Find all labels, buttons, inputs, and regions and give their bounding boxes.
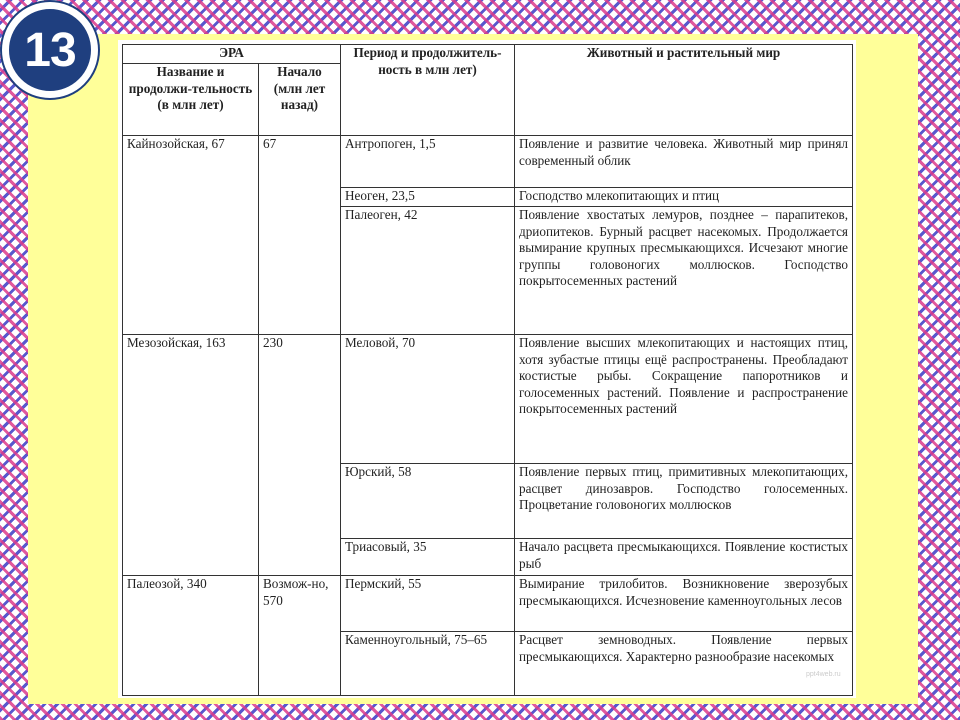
- header-row-top: [123, 45, 853, 64]
- header-life: Животный и растительный мир: [515, 45, 853, 136]
- period-cell: Пермский, 55: [341, 576, 515, 632]
- era-name-cell: Палеозой, 340: [123, 576, 259, 696]
- period-cell: Антропоген, 1,5: [341, 136, 515, 188]
- slide-number-badge: [2, 2, 98, 98]
- life-cell: Появление и развитие человека. Животный мир принял современный облик: [515, 136, 853, 188]
- header-era: ЭРА: [123, 45, 341, 64]
- watermark-text: ppt4web.ru: [806, 671, 841, 678]
- table-row: [123, 335, 853, 464]
- period-cell: Триасовый, 35: [341, 539, 515, 576]
- table-row: [123, 136, 853, 188]
- life-cell: Начало расцвета пресмыкающихся. Появление костистых рыб: [515, 539, 853, 576]
- header-name: Название и продолжи-тельность (в млн лет): [123, 64, 259, 136]
- era-name-cell: Мезозойская, 163: [123, 335, 259, 576]
- period-cell: Каменноугольный, 75–65: [341, 632, 515, 696]
- era-start-cell: 230: [259, 335, 341, 576]
- era-start-cell: 67: [259, 136, 341, 335]
- period-cell: Неоген, 23,5: [341, 188, 515, 207]
- geological-eras-table: [122, 44, 853, 696]
- header-period: Период и продолжитель-ность в млн лет): [341, 45, 515, 136]
- header-start: Начало (млн лет назад): [259, 64, 341, 136]
- slide-number: 13: [24, 23, 76, 77]
- period-cell: Юрский, 58: [341, 464, 515, 539]
- life-cell: Появление высших млекопитающих и настоящих птиц, хотя зубастые птицы ещё распространены. Преобладают костистые рыбы. Сокращение папоротников и голосеменных растений. Появление и распространение покрытосеменных растений: [515, 335, 853, 464]
- period-cell: Меловой, 70: [341, 335, 515, 464]
- era-start-cell: Возмож-но, 570: [259, 576, 341, 696]
- life-cell: Господство млекопитающих и птиц: [515, 188, 853, 207]
- era-name-cell: Кайнозойская, 67: [123, 136, 259, 335]
- life-cell: Расцвет земноводных. Появление первых пресмыкающихся. Характерно разнообразие насекомых: [515, 632, 853, 696]
- period-cell: Палеоген, 42: [341, 207, 515, 335]
- life-cell: Появление первых птиц, примитивных млекопитающих, расцвет динозавров. Господство голосеменных. Процветание головоногих моллюсков: [515, 464, 853, 539]
- life-cell: Появление хвостатых лемуров, позднее – парапитеков, дриопитеков. Бурный расцвет насекомых. Продолжается вымирание крупных пресмыкающихся. Исчезают многие группы головоногих моллюсков. Господство покрытосеменных растений: [515, 207, 853, 335]
- table-row: [123, 576, 853, 632]
- life-cell: Вымирание трилобитов. Возникновение зверозубых пресмыкающихся. Исчезновение каменноугольных лесов: [515, 576, 853, 632]
